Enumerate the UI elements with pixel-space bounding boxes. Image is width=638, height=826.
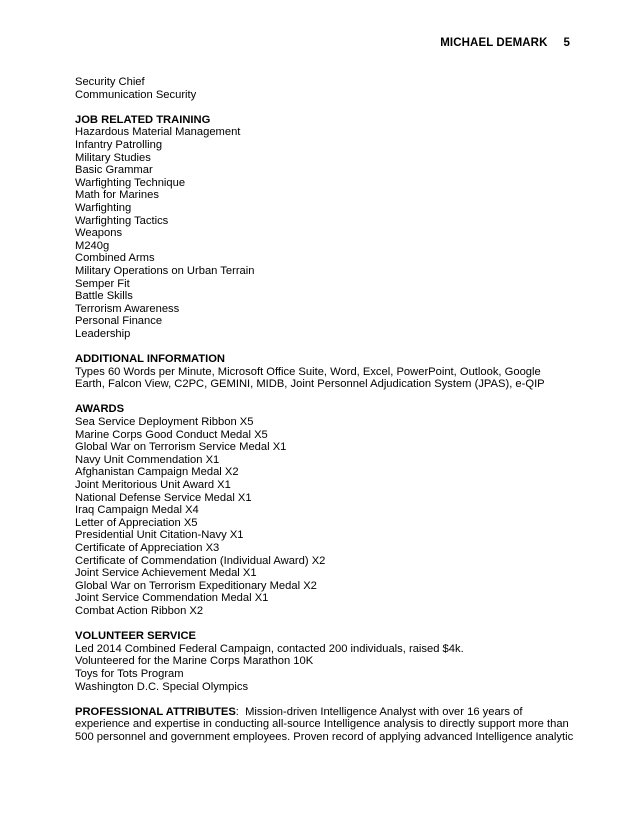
list-item: Global War on Terrorism Service Medal X1 — [75, 441, 287, 454]
list-item: Warfighting — [75, 201, 132, 214]
list-item: Washington D.C. Special Olympics — [75, 680, 249, 693]
list-item: Joint Service Achievement Medal X1 — [75, 567, 257, 580]
list-item: Letter of Appreciation X5 — [75, 516, 198, 529]
list-item: Math for Marines — [75, 189, 159, 202]
intro-line: Communication Security — [75, 88, 197, 101]
list-item: Global War on Terrorism Expeditionary Medal X2 — [75, 579, 317, 592]
list-item: Led 2014 Combined Federal Campaign, contacted 200 individuals, raised $4k. — [75, 642, 464, 655]
professional-colon: : — [235, 705, 239, 718]
list-item: Hazardous Material Management — [75, 126, 241, 139]
list-item: Iraq Campaign Medal X4 — [75, 504, 199, 517]
resume-body — [75, 76, 575, 743]
page-number: 5 — [563, 37, 570, 49]
header-name: MICHAEL DEMARK — [440, 37, 548, 49]
list-item: Weapons — [75, 227, 123, 240]
list-item: Semper Fit — [75, 277, 130, 290]
list-item: National Defense Service Medal X1 — [75, 491, 252, 504]
intro-block — [75, 76, 575, 101]
list-item: Military Studies — [75, 151, 151, 164]
list-item: Infantry Patrolling — [75, 138, 163, 151]
list-item: Certificate of Commendation (Individual Award) X2 — [75, 554, 326, 567]
awards-heading: AWARDS — [75, 403, 125, 416]
list-item: Volunteered for the Marine Corps Marathon 10K — [75, 655, 314, 668]
list-item: Combined Arms — [75, 252, 155, 265]
list-item: Marine Corps Good Conduct Medal X5 — [75, 428, 268, 441]
paragraph-line: 500 personnel and government employees. Proven record of applying advanced Intelligence analytic — [75, 730, 574, 743]
list-item: Personal Finance — [75, 315, 163, 328]
paragraph-line: experience and expertise in conducting all-source Intelligence analysis to directly support more than — [75, 718, 569, 731]
additional-info-heading: ADDITIONAL INFORMATION — [75, 353, 225, 366]
additional-info-section — [75, 353, 575, 391]
list-item: Terrorism Awareness — [75, 302, 180, 315]
paragraph-line: Types 60 Words per Minute, Microsoft Office Suite, Word, Excel, PowerPoint, Outlook, Google — [75, 365, 541, 378]
list-item: Certificate of Appreciation X3 — [75, 541, 220, 554]
professional-section — [75, 706, 575, 744]
list-item: Presidential Unit Citation-Navy X1 — [75, 529, 244, 542]
volunteer-section — [75, 630, 575, 693]
volunteer-heading: VOLUNTEER SERVICE — [75, 630, 197, 643]
paragraph-line: Mission-driven Intelligence Analyst with over 16 years of — [238, 705, 523, 718]
list-item: Warfighting Technique — [75, 176, 186, 189]
list-item: Joint Service Commendation Medal X1 — [75, 592, 269, 605]
list-item: Leadership — [75, 327, 131, 340]
awards-section — [75, 403, 575, 617]
professional-label: PROFESSIONAL ATTRIBUTES — [75, 705, 236, 718]
professional-first-line — [75, 706, 575, 719]
list-item: Sea Service Deployment Ribbon X5 — [75, 416, 254, 429]
paragraph-line: Earth, Falcon View, C2PC, GEMINI, MIDB, Joint Personnel Adjudication System (JPAS), e-QIP — [75, 378, 545, 391]
intro-line: Security Chief — [75, 76, 145, 88]
list-item: Warfighting Tactics — [75, 214, 169, 227]
list-item: M240g — [75, 239, 110, 252]
page-header — [440, 37, 570, 49]
job-training-section — [75, 114, 575, 341]
list-item: Toys for Tots Program — [75, 667, 184, 680]
job-training-heading: JOB RELATED TRAINING — [75, 113, 211, 126]
list-item: Joint Meritorious Unit Award X1 — [75, 479, 231, 491]
list-item: Basic Grammar — [75, 164, 153, 177]
list-item: Afghanistan Campaign Medal X2 — [75, 466, 239, 479]
list-item: Navy Unit Commendation X1 — [75, 453, 220, 466]
list-item: Battle Skills — [75, 290, 133, 303]
list-item: Military Operations on Urban Terrain — [75, 264, 255, 277]
list-item: Combat Action Ribbon X2 — [75, 604, 204, 617]
